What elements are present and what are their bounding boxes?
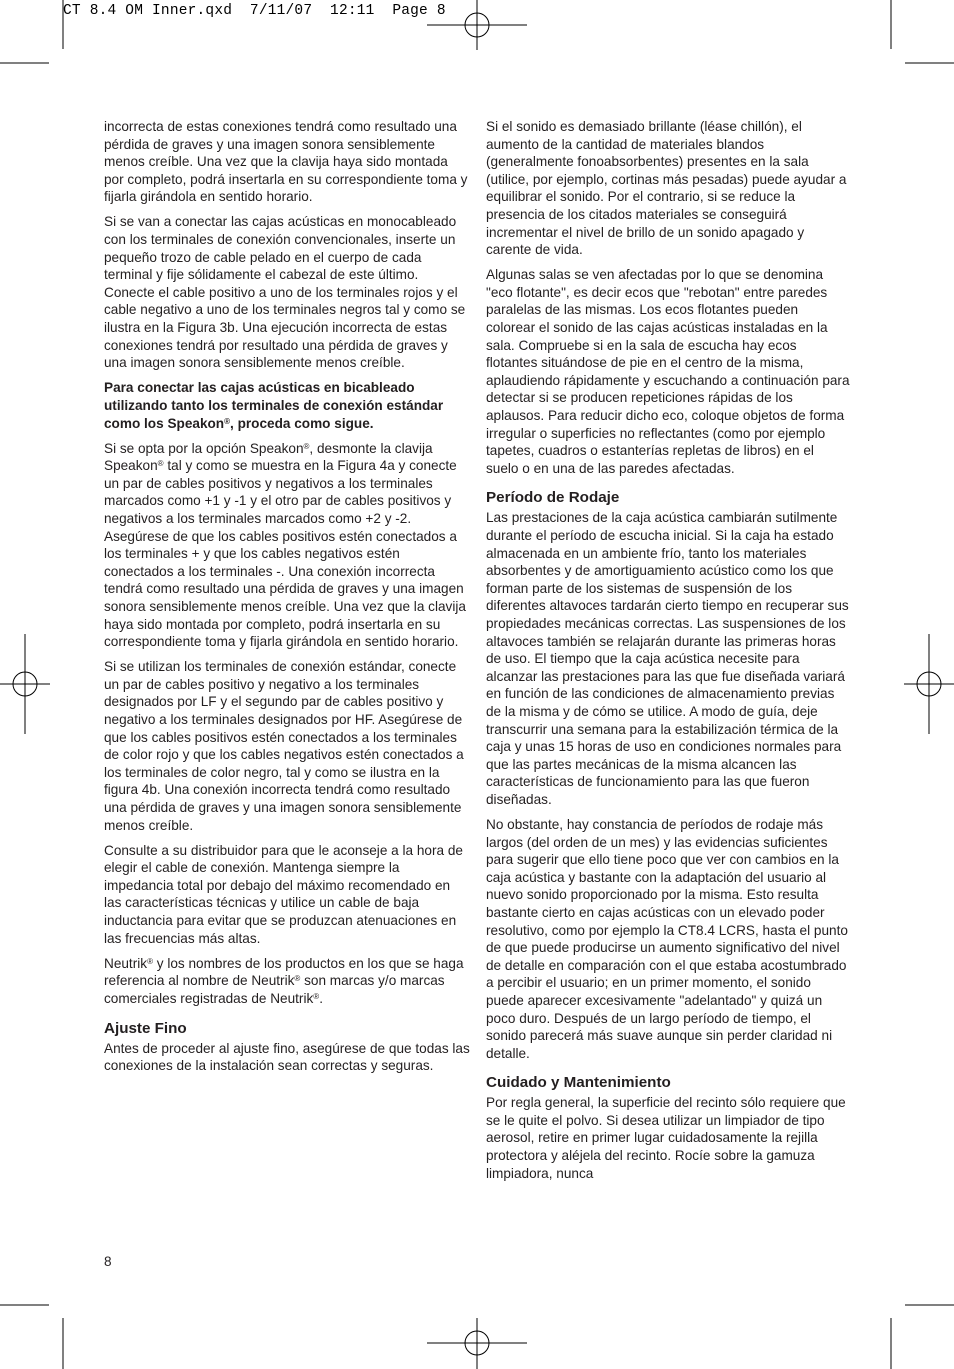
paragraph: Algunas salas se ven afectadas por lo que se denomina "eco flotante", es decir ecos que "rebotan" entre paredes paralelas de las mismas. Los ecos flotantes pueden colorear el sonido de las cajas acústicas instaladas en la sala. Compruebe si en la sala de escucha hay ecos flotantes situándose de pie en el centro de la misma, aplaudiendo rápidamente y escuchando a continuación para detectar si se producen repeticiones rápidas de los aplausos. Para reducir dicho eco, coloque objetos de forma irregular o superficies no reflectantes (como por ejemplo tapetes, cuadros o estanterías repletas de libros) en el suelo o en una de las paredes afectadas. <box>486 267 850 476</box>
paragraph: Consulte a su distribuidor para que le aconseje a la hora de elegir el cable de conexión. Mantenga siempre la impedancia total por debajo del máximo recomendado en las características técnicas y utilice un cable de baja inductancia para evitar que se produzcan atenuaciones en las frecuencias más altas. <box>104 842 463 946</box>
paragraph: Por regla general, la superficie del recinto sólo requiere que se le quite el polvo. Si desea utilizar un limpiador de tipo aerosol, retire en primer lugar cuidadosamente la rejilla protectora y aléjela del recinto. Rocíe sobre la gamuza limpiadora, nunca <box>486 1095 846 1181</box>
paragraph: incorrecta de estas conexiones tendrá como resultado una pérdida de graves y una imagen sonora sensiblemente menos creíble. Una vez que la clavija haya sido montada por completo, podrá insertarla en su correspondiente toma y fijarla girándola en sentido horario. <box>104 119 468 205</box>
paragraph: Si se van a conectar las cajas acústicas en monocableado con los terminales de conexión convencionales, inserte un pequeño trozo de cable pelado en el cuerpo de cada terminal y fije sólidamente el cabezal de este último. Conecte el cable positivo a uno de los terminales rojos y el cable negativo a uno de los terminales negros tal y como se ilustra en la Figura 3b. Una ejecución incorrecta de estas conexiones tendrá por resultado una pérdida de graves y una imagen sonora sensiblemente menos creíble. <box>104 214 466 371</box>
paragraph: Antes de proceder al ajuste fino, asegúrese de que todas las conexiones de la instalación sean correctas y seguras. <box>104 1040 470 1074</box>
trademark-note: Neutrik® y los nombres de los productos en los que se haga referencia al nombre de Neutrik® son marcas y/o marcas comerciales registradas de Neutrik®. <box>104 955 464 1006</box>
paragraph: Las prestaciones de la caja acústica cambiarán sutilmente durante el período de escucha inicial. Si la caja ha estado almacenada en un ambiente frío, tanto los materiales absorbentes y de amortiguamiento acústico como los que forman parte de los sistemas de suspensión de los diferentes altavoces tardarán cierto tiempo en recuperar sus propiedades mecánicas correctas. Las suspensiones de los altavoces también se relajarán durante las primeras horas de uso. El tiempo que la caja acústica necesite para alcanzar las prestaciones para las que fue diseñada variará en función de las condiciones de almacenamiento previas de la misma y de cómo se utilice. A modo de guía, deje transcurrir una semana para la estabilización térmica de la caja y unas 15 horas de uso en condiciones normales para que las partes mecánicas de la misma alcancen las características de funcionamiento para las que fueron diseñadas. <box>486 510 849 807</box>
registration-mark-right <box>904 634 954 734</box>
bold-instruction: Para conectar las cajas acústicas en bicableado utilizando tanto los terminales de conexión estándar como los Speakon®, proceda como sigue. <box>104 380 444 431</box>
paragraph: No obstante, hay constancia de períodos de rodaje más largos (del orden de un mes) y las evidencias suficientes para sugerir que ello tiene poco que ver con cambios en la caja acústica y bastante con la adaptación del usuario al nuevo sonido proporcionado por la misma. Esto resulta bastante cierto en cajas acústicas con un elevado poder resolutivo, como por ejemplo la CT8.4 LCRS, hasta el punto de que puede producirse un aumento significativo del nivel de detalle en comparación con el que estaba acostumbrado a percibir el usuario; en un primer momento, el sonido puede aparecer excesivamente "adelantado" y quizá un poco duro. Después de un largo período de tiempo, el sonido parecerá más suave aunque sin perder claridad ni detalle. <box>486 816 848 1061</box>
section-heading-fine-tuning: Ajuste Fino <box>104 1019 187 1037</box>
registration-mark-bottom <box>427 1318 527 1369</box>
section-heading-care: Cuidado y Mantenimiento <box>486 1074 671 1092</box>
paragraph: Si se utilizan los terminales de conexión estándar, conecte un par de cables positivo y negativo a los terminales designados por LF y el segundo par de cables positivo y negativo a los terminales designados por HF. Asegúrese de que los cables positivos estén conectados a los terminales de color rojo y que los cables negativos estén conectados a los terminales de color negro, tal y como se ilustra en la figura 4b. Una conexión incorrecta tendrá como resultado una pérdida de graves y una imagen sonora sensiblemente menos creíble. <box>104 659 464 833</box>
paragraph: Si se opta por la opción Speakon®, desmonte la clavija Speakon® tal y como se muestra en la Figura 4a y conecte un par de cables positivos y negativos a los terminales marcados como +1 y -1 y el otro par de cables positivos y negativos a los terminales marcados como +2 y -2. Asegúrese de que los cables positivos estén conectados a los terminales + y que los cables negativos estén conectados a los terminales -. Una conexión incorrecta tendrá como resultado una pérdida de graves y una imagen sonora sensiblemente menos creíble. Una vez que la clavija haya sido montada por completo, podrá insertarla en su correspondiente toma y fijarla girándola en sentido horario. <box>104 440 466 650</box>
registration-mark-top <box>427 0 527 50</box>
paragraph: Si el sonido es demasiado brillante (léase chillón), el aumento de la cantidad de materiales blandos (generalmente fonoabsorbentes) presentes en la sala (utilice, por ejemplo, cortinas más pesadas) puede ayudar a equilibrar el sonido. Por el contrario, si se reduce la presencia de los citados materiales se conseguirá incrementar el nivel de brillo de un sonido apagado y carente de vida. <box>486 119 847 258</box>
file-slug: CT 8.4 OM Inner.qxd 7/11/07 12:11 Page 8 <box>63 3 446 19</box>
section-heading-break-in: Período de Rodaje <box>486 489 620 507</box>
registration-mark-left <box>0 634 50 734</box>
left-column <box>104 118 470 1082</box>
page-number: 8 <box>104 1254 112 1269</box>
right-column <box>486 118 850 1190</box>
